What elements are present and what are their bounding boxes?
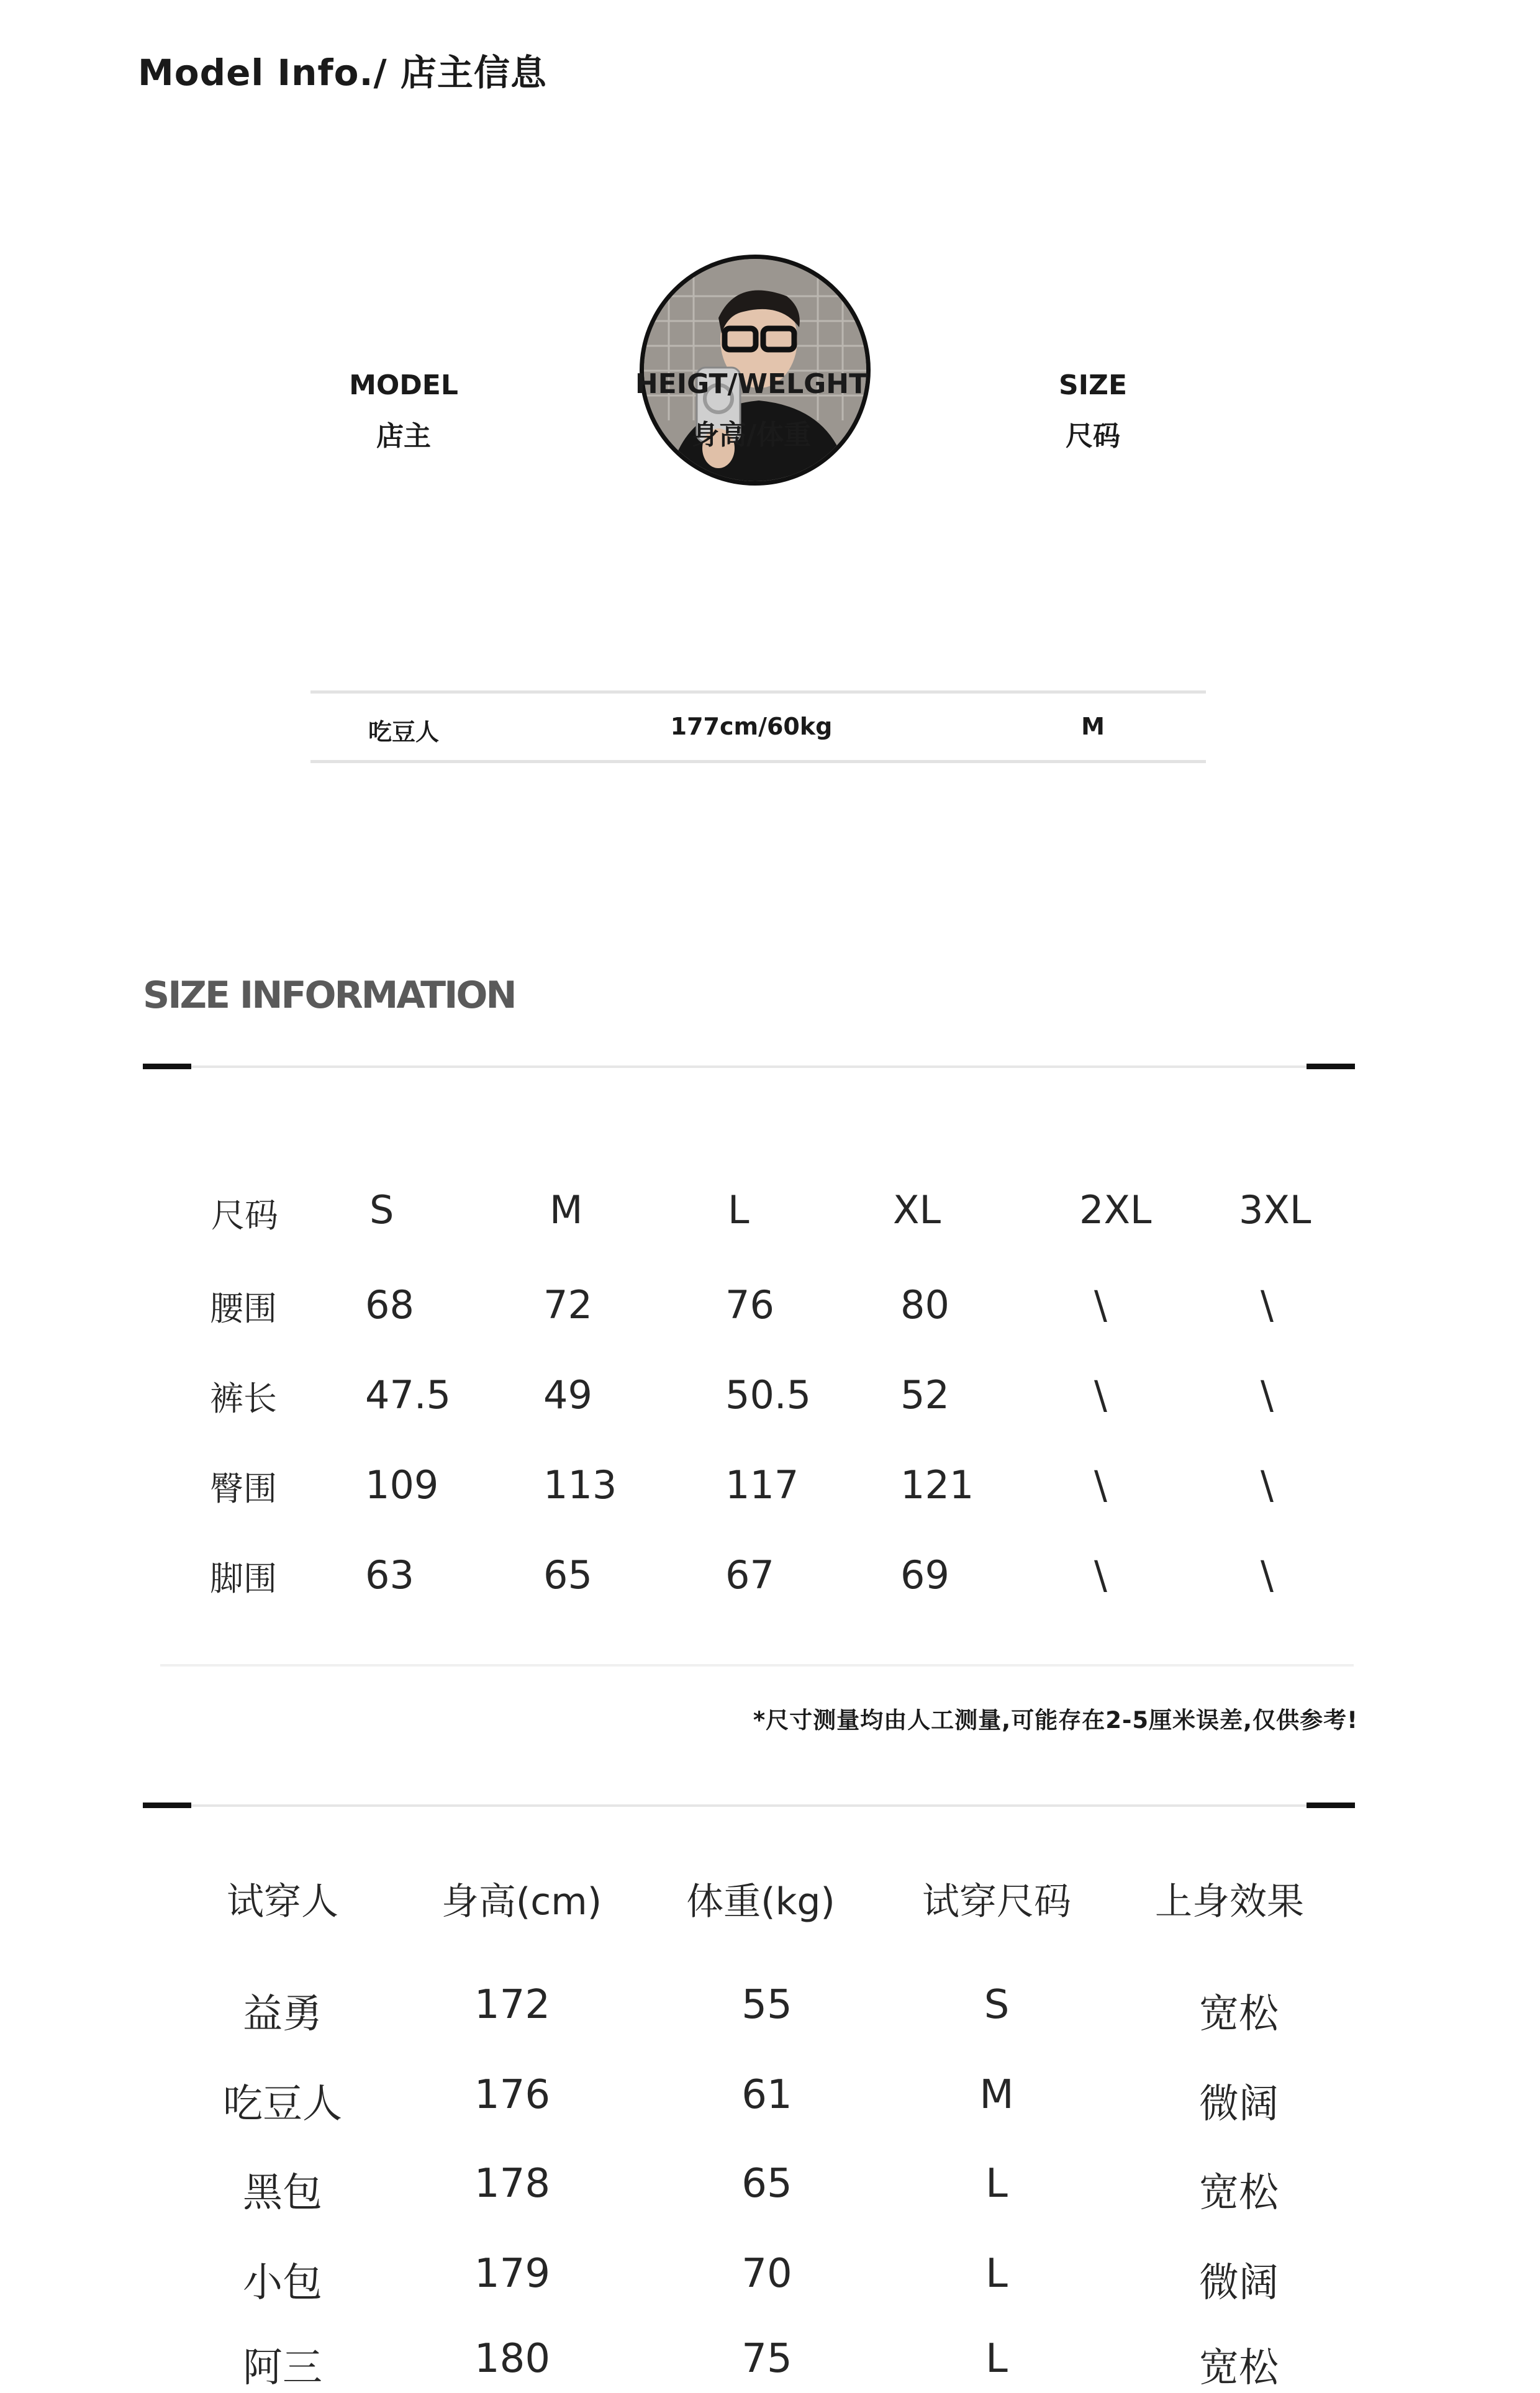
size-cell: 109 (365, 1462, 439, 1508)
size-cell: \ (1261, 1372, 1274, 1418)
height-weight-col-header-cn: 身高/体重 (691, 419, 812, 451)
try-on-cell: 179 (474, 2251, 551, 2297)
try-on-cell: 黑包 (243, 2170, 322, 2216)
model-height-weight-cell: 177cm/60kg (670, 713, 833, 740)
size-cell: 76 (725, 1282, 774, 1328)
size-cell: 50.5 (725, 1372, 812, 1418)
model-table-divider-bottom (310, 760, 1206, 763)
try-on-cell: 宽松 (1199, 2345, 1279, 2391)
size-information-title: SIZE INFORMATION (143, 974, 515, 1017)
size-cell: \ (1094, 1462, 1107, 1508)
size-cell: 68 (365, 1282, 414, 1328)
size-row-label: 脚围 (210, 1559, 277, 1598)
try-on-cell: 172 (474, 1982, 551, 2028)
try-on-cell: L (985, 2251, 1008, 2297)
try-on-header: 上身效果 (1155, 1880, 1304, 1924)
size-info-dash-left (143, 1064, 191, 1069)
try-on-cell: S (984, 1982, 1010, 2028)
size-cell: 69 (900, 1552, 949, 1598)
size-col-header-en: SIZE (1058, 369, 1128, 401)
size-header-l: L (728, 1187, 750, 1233)
size-cell: \ (1261, 1462, 1274, 1508)
size-info-rule (143, 1065, 1354, 1068)
size-cell: \ (1261, 1282, 1274, 1328)
model-col-header-cn: 店主 (376, 420, 431, 452)
try-on-cell: 微阔 (1199, 2260, 1279, 2306)
size-row-label: 臀围 (210, 1469, 277, 1508)
try-on-cell: 65 (741, 2161, 792, 2207)
try-on-header: 身高(cm) (441, 1880, 602, 1924)
try-on-cell: 70 (741, 2251, 792, 2297)
try-on-cell: 宽松 (1199, 1991, 1279, 2037)
try-on-cell: L (985, 2336, 1008, 2382)
try-on-cell: 微阔 (1199, 2081, 1279, 2127)
height-weight-col-header-en: HEIGT/WELGHT (635, 368, 868, 400)
size-cell: 117 (725, 1462, 799, 1508)
size-row-label: 腰围 (210, 1289, 277, 1328)
size-cell: 121 (900, 1462, 974, 1508)
try-on-cell: 75 (741, 2336, 792, 2382)
size-cell: 65 (543, 1552, 592, 1598)
size-header-2xl: 2XL (1079, 1187, 1152, 1233)
try-on-header: 体重(kg) (686, 1880, 835, 1924)
size-cell: 72 (543, 1282, 592, 1328)
size-cell: 80 (900, 1282, 949, 1328)
size-header-3xl: 3XL (1239, 1187, 1311, 1233)
size-col-header (969, 360, 1217, 462)
try-on-cell: 176 (474, 2072, 551, 2118)
size-header-xl: XL (893, 1187, 941, 1233)
try-on-cell: 178 (474, 2161, 551, 2207)
size-cell: \ (1094, 1282, 1107, 1328)
try-on-dash-right (1307, 1803, 1355, 1808)
size-cell: 47.5 (365, 1372, 451, 1418)
size-cell: 52 (900, 1372, 949, 1418)
size-header-s: S (369, 1187, 394, 1233)
size-row-label: 裤长 (210, 1379, 277, 1418)
try-on-cell: 阿三 (243, 2345, 322, 2391)
try-on-header: 试穿尺码 (922, 1880, 1071, 1924)
try-on-cell: 180 (474, 2336, 551, 2382)
try-on-header: 试穿人 (227, 1880, 338, 1924)
model-col-header (292, 360, 515, 462)
size-cell: \ (1261, 1552, 1274, 1598)
height-weight-col-header (565, 359, 938, 461)
size-header-label: 尺码 (211, 1196, 278, 1235)
size-info-dash-right (1307, 1064, 1355, 1069)
try-on-cell: 宽松 (1199, 2170, 1279, 2216)
model-name-cell: 吃豆人 (368, 718, 439, 746)
try-on-cell: 益勇 (243, 1991, 322, 2037)
size-header-m: M (550, 1187, 583, 1233)
size-col-header-cn: 尺码 (1066, 420, 1120, 452)
measurement-note: *尺寸测量均由人工测量,可能存在2-5厘米误差,仅供参考! (753, 1707, 1358, 1734)
size-cell: 49 (543, 1372, 592, 1418)
try-on-cell: L (985, 2161, 1008, 2207)
size-cell: \ (1094, 1552, 1107, 1598)
try-on-cell: 小包 (243, 2260, 322, 2306)
model-col-header-en: MODEL (349, 369, 458, 401)
model-size-cell: M (1081, 713, 1105, 740)
try-on-cell: M (979, 2072, 1014, 2118)
model-info-title: Model Info./ 店主信息 (138, 52, 547, 94)
size-cell: \ (1094, 1372, 1107, 1418)
size-cell: 63 (365, 1552, 414, 1598)
try-on-cell: 55 (741, 1982, 792, 2028)
size-table-bottom-rule (160, 1664, 1354, 1667)
try-on-cell: 61 (741, 2072, 792, 2118)
try-on-dash-left (143, 1803, 191, 1808)
size-cell: 67 (725, 1552, 774, 1598)
try-on-rule (143, 1804, 1354, 1807)
model-table-divider-top (310, 690, 1206, 694)
try-on-cell: 吃豆人 (223, 2081, 342, 2127)
size-cell: 113 (543, 1462, 617, 1508)
